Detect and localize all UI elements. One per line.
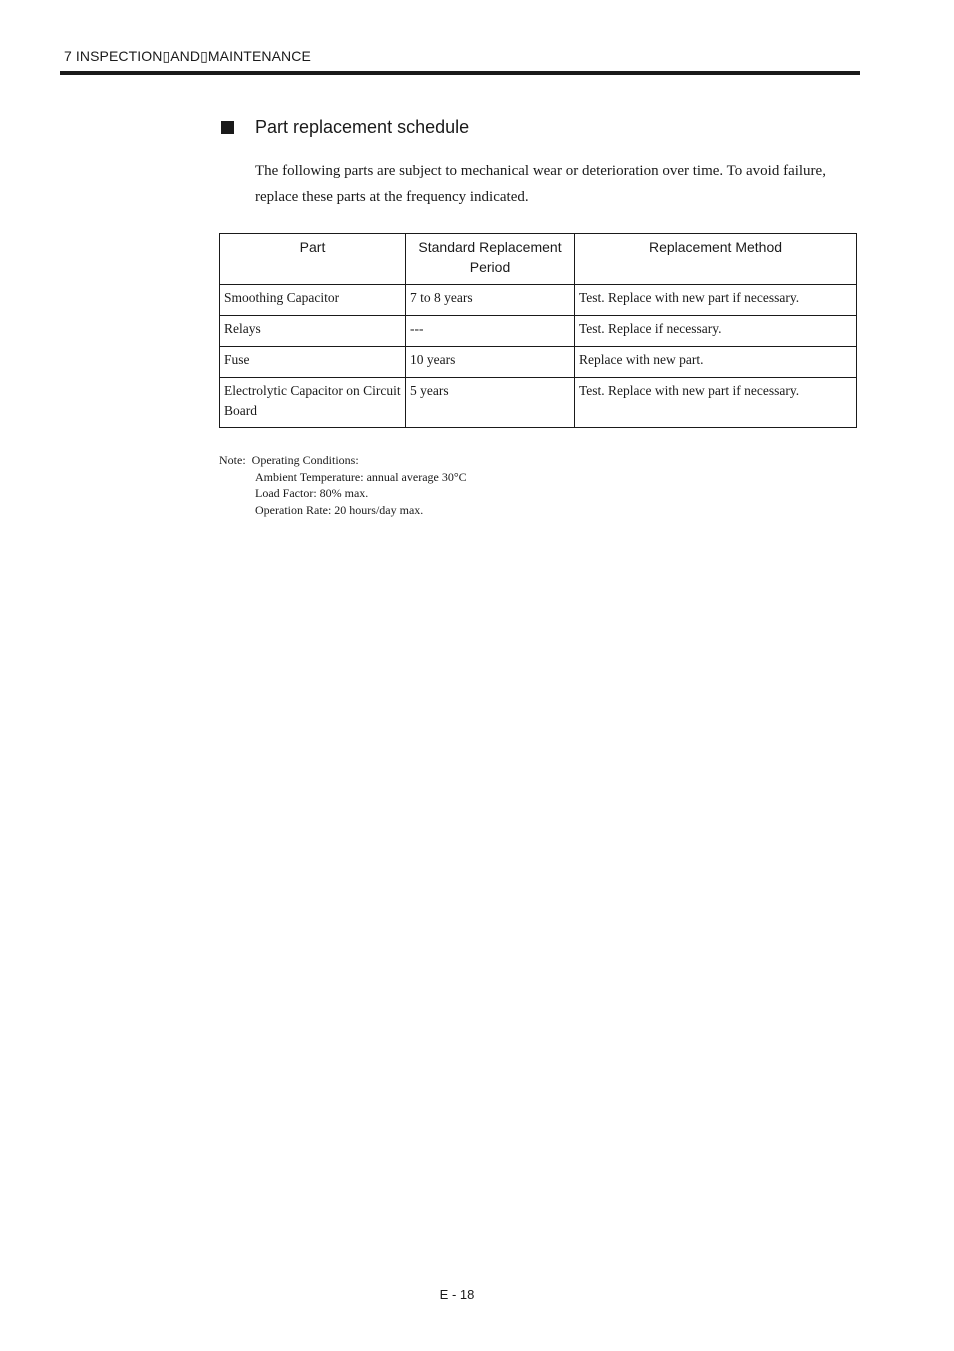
column-header-method: Replacement Method: [575, 234, 857, 285]
square-bullet-icon: [221, 121, 234, 134]
cell-period: 10 years: [406, 347, 575, 378]
column-header-part: Part: [220, 234, 406, 285]
column-header-period: Standard Replacement Period: [406, 234, 575, 285]
table-header-row: [220, 234, 857, 285]
cell-period: 5 years: [406, 378, 575, 428]
section-heading: [221, 117, 469, 138]
cell-method: Test. Replace if necessary.: [575, 316, 857, 347]
table-row: [220, 378, 857, 428]
note-line-temperature: Ambient Temperature: annual average 30°C: [255, 469, 467, 484]
note-heading: Note: Operating Conditions:: [219, 453, 359, 467]
running-header: 7 INSPECTION▯AND▯MAINTENANCE: [64, 48, 311, 64]
header-rule: [60, 71, 860, 75]
cell-period: ---: [406, 316, 575, 347]
cell-period: 7 to 8 years: [406, 285, 575, 316]
cell-part: Smoothing Capacitor: [220, 285, 406, 316]
intro-paragraph: The following parts are subject to mechanical wear or deterioration over time. To avoid failure, replace these parts at the frequency indicated.: [255, 163, 826, 205]
operating-conditions-note: [219, 452, 467, 519]
table-row: [220, 285, 857, 316]
cell-method: Test. Replace with new part if necessary.: [575, 285, 857, 316]
table-row: [220, 347, 857, 378]
section-title: Part replacement schedule: [255, 117, 470, 137]
cell-part: Electrolytic Capacitor on Circuit Board: [220, 378, 406, 428]
cell-method: Test. Replace with new part if necessary.: [575, 378, 857, 428]
cell-part: Relays: [220, 316, 406, 347]
note-line-load-factor: Load Factor: 80% max.: [255, 486, 369, 501]
part-replacement-table: [219, 233, 857, 428]
cell-method: Replace with new part.: [575, 347, 857, 378]
table-row: [220, 316, 857, 347]
note-line-operation-rate: Operation Rate: 20 hours/day max.: [255, 503, 424, 518]
cell-part: Fuse: [220, 347, 406, 378]
page-number: E - 18: [439, 1287, 475, 1302]
